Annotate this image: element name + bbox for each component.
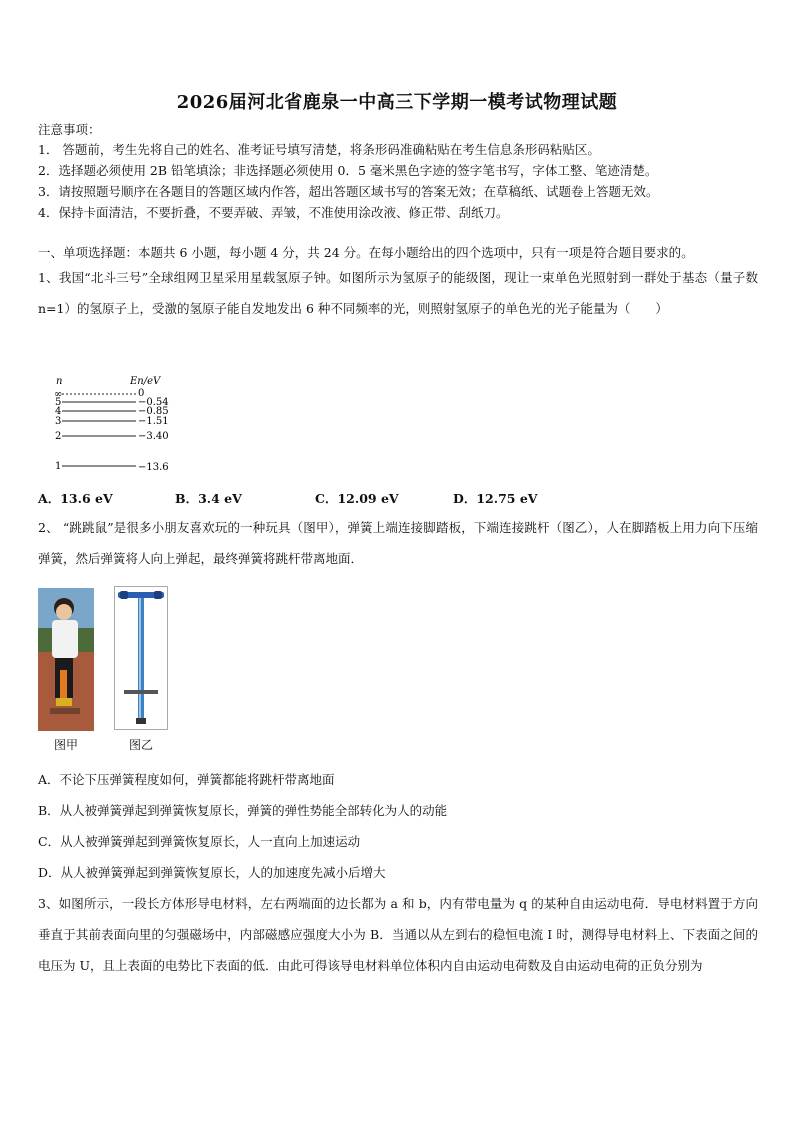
level-e-label: 0 [138, 388, 145, 399]
level-e-label: −1.51 [138, 416, 169, 427]
question-2-text: 2、 “跳跳鼠”是很多小朋友喜欢玩的一种玩具（图甲），弹簧上端连接脚踏板，下端连接跳杆（图乙），人在脚踏板上用力向下压缩弹簧，然后弹簧将人向上弹起，最终弹簧将跳杆带离地面． [38, 520, 758, 566]
notice-item: 4．保持卡面清洁，不要折叠，不要弄破、弄皱，不准使用涂改液、修正带、刮纸刀。 [38, 205, 509, 220]
question-1-text: 1、我国“北斗三号”全球组网卫星采用星载氢原子钟。如图所示为氢原子的能级图，现让一束单色光照射到一群处于基态（量子数 n=1）的氢原子上，受激的氢原子能自发地发出 6 种不同频率的光，则照射氢原子的单色光的光子能量为（ ） [38, 270, 758, 316]
q1-option-d: D．12.75 eV [453, 491, 538, 506]
q1-option-a: A．13.6 eV [38, 491, 113, 506]
notice-heading: 注意事项： [38, 122, 101, 137]
level-n-label: 5 [55, 397, 62, 408]
level-n-label: 4 [55, 406, 62, 417]
energy-level-diagram [50, 372, 180, 476]
q1-option-c: C．12.09 eV [315, 491, 399, 506]
level-n-label: 1 [55, 461, 62, 472]
q2-option-a: A．不论下压弹簧程度如何，弹簧都能将跳杆带离地面 [38, 772, 335, 787]
energy-axis-label: En/eV [130, 376, 161, 387]
q2-option-b: B．从人被弹簧弹起到弹簧恢复原长，弹簧的弹性势能全部转化为人的动能 [38, 803, 448, 818]
level-e-label: −0.85 [138, 406, 169, 417]
child-pogo-photo [38, 588, 94, 731]
pogo-stick-photo [114, 586, 168, 730]
level-e-label: −3.40 [138, 431, 169, 442]
caption-yi: 图乙 [128, 738, 153, 752]
q2-option-d: D．从人被弹簧弹起到弹簧恢复原长，人的加速度先减小后增大 [38, 865, 386, 880]
level-n-label: ∞ [54, 389, 63, 400]
question-3-text: 3、如图所示，一段长方体形导电材料，左右两端面的边长都为 a 和 b，内有带电量为 q 的某种自由运动电荷．导电材料置于方向垂直于其前表面向里的匀强磁场中，内部磁感应强度大小为 B．当通以从左到右的稳恒电流 I 时，测得导电材料上、下表面之间的电压为 U，且上表面的电势比下表面的低．由此可得该导电材料单位体积内自由运动电荷数及自由运动电荷的正负分别为 [38, 896, 758, 973]
level-n-label: 3 [55, 416, 62, 427]
level-n-label: 2 [55, 431, 62, 442]
level-e-label: −0.54 [138, 397, 169, 408]
n-axis-label: n [56, 376, 63, 387]
notice-item: 3．请按照题号顺序在各题目的答题区域内作答，超出答题区域书写的答案无效；在草稿纸、试题卷上答题无效。 [38, 184, 659, 199]
q2-option-c: C．从人被弹簧弹起到弹簧恢复原长，人一直向上加速运动 [38, 834, 361, 849]
section-heading: 一、单项选择题：本题共 6 小题，每小题 4 分，共 24 分。在每小题给出的四个选项中，只有一项是符合题目要求的。 [38, 245, 694, 260]
q1-option-b: B．3.4 eV [175, 491, 242, 506]
page-title: 2026届河北省鹿泉一中高三下学期一模考试物理试题 [176, 92, 618, 113]
caption-jia: 图甲 [53, 738, 78, 752]
notice-item: 2．选择题必须使用 2B 铅笔填涂；非选择题必须使用 0．5 毫米黑色字迹的签字笔书写，字体工整、笔迹清楚。 [38, 163, 658, 178]
level-e-label: −13.6 [138, 462, 169, 473]
notice-item: 1． 答题前，考生先将自己的姓名、准考证号填写清楚，将条形码准确粘贴在考生信息条形码粘贴区。 [38, 142, 600, 157]
